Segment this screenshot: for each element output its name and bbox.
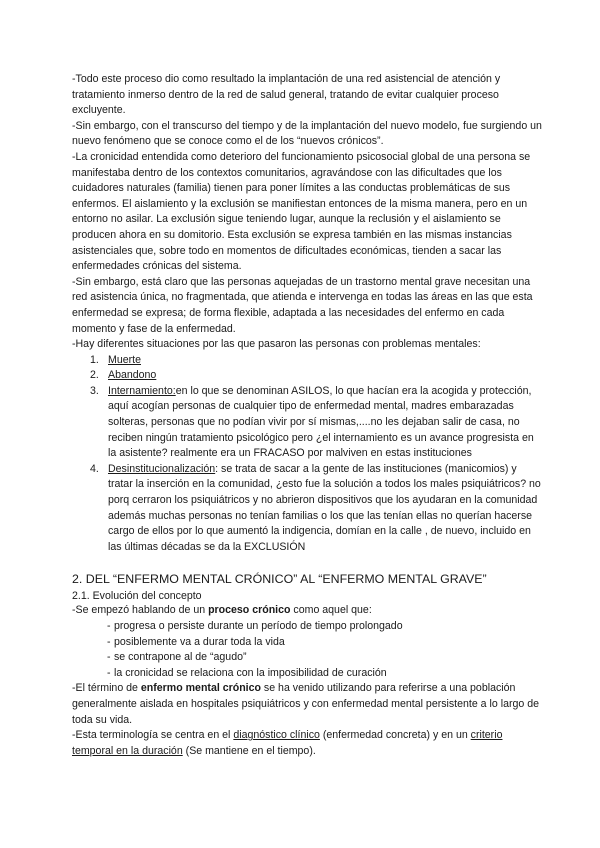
list-item — [72, 462, 542, 556]
paragraph-terminologia — [72, 728, 542, 759]
subsection-heading: 2.1. Evolución del concepto — [72, 590, 202, 603]
list-number: 2. — [90, 369, 99, 382]
list-item — [72, 368, 542, 384]
text-run: como aquel que: — [290, 604, 372, 617]
paragraph-situaciones-intro: -Hay diferentes situaciones por las que pasaron las personas con problemas mentales: — [72, 338, 481, 351]
list-item: - la cronicidad se relaciona con la imposibilidad de curación — [72, 666, 542, 682]
list-text: : se trata de sacar a la gente de las instituciones (manicomios) y tratar la inserción en la comunidad, ¿esto fue la solución a todos los males psiquiátricos? no porq cerraron los psiquiátricos y no abrieron dispositivos que los ayudaran en la comunidad además muchas personas no tenían familias o los que las tenían ellas no querían hacerse cargo de ellos por lo que aumentó la indigencia, domían en la calle , de nuevo, incluido en las últimas décadas se da la EXCLUSIÓN — [108, 462, 541, 553]
text-run: se ha venido utilizando para referirse a una población generalmente aislada en hospitales psiquiátricos y con enfermedad mental persistente a lo largo de toda su vida. — [72, 682, 539, 726]
list-term: Desinstitucionalización — [108, 462, 216, 475]
text-run: -Se empezó hablando de un — [72, 604, 209, 617]
paragraph-cronicidad: -La cronicidad entendida como deterioro del funcionamiento psicosocial global de una persona se manifestaba dentro de los contextos comunitarios, agravándose con las dificultades que los cuidadores naturales (familia) tienen para poner límites a las conductas problemáticas de sus enfermos. El aislamiento y la exclusión se manifiestan entonces de la misma manera, pero en un entorno no asilar. La exclusión sigue teniendo lugar, aunque la reclusión y el aislamiento se producen ahora en su domitorio. Esta exclusión se expresa también en las mismas instancias asistenciales que, sobre todo en momentos de dificultades económicas, tienden a sacar las enfermedades crónicas del sistema. — [72, 150, 531, 273]
list-number: 4. — [90, 462, 99, 475]
list-term: Internamiento: — [108, 384, 176, 397]
list-number: 1. — [90, 353, 99, 366]
paragraph-proceso-cronico — [72, 603, 542, 619]
paragraph-enfermo-mental-cronico — [72, 681, 542, 728]
list-item: - posiblemente va a durar toda la vida — [72, 635, 542, 651]
section-heading: 2. DEL “ENFERMO MENTAL CRÓNICO” AL “ENFERMO MENTAL GRAVE” — [72, 572, 487, 587]
text-run: -El término de — [72, 682, 141, 695]
bold-term: enfermo mental crónico — [140, 682, 261, 695]
list-item — [72, 353, 542, 369]
list-number: 3. — [90, 384, 99, 397]
paragraph-red-unica: -Sin embargo, está claro que las personas aquejadas de un trastorno mental grave necesitan una red asistencia única, no fragmentada, que atienda e intervenga en todas las áreas en las que esta enfermedad se expresa; de forma flexible, adaptada a las necesidades del enfermo en cada momento y fase de la enfermedad. — [72, 275, 533, 335]
bold-term: proceso crónico — [208, 604, 291, 617]
underlined-term: criterio temporal en la duración — [72, 729, 503, 757]
list-item — [72, 384, 542, 462]
text-run: (enfermedad concreta) y en un — [319, 729, 471, 742]
text-run: (Se mantiene en el tiempo). — [182, 744, 316, 757]
list-term: Abandono — [108, 369, 157, 382]
text-run: -Esta terminología se centra en el — [72, 729, 234, 742]
paragraph-nuevos-cronicos: -Sin embargo, con el transcurso del tiempo y de la implantación del nuevo modelo, fue surgiendo un nuevo fenómeno que se conoce como el de los “nuevos crónicos”. — [72, 119, 542, 148]
underlined-term: diagnóstico clínico — [233, 729, 320, 742]
list-item: - se contrapone al de “agudo” — [72, 650, 542, 666]
list-term: Muerte — [108, 353, 141, 366]
list-item: - progresa o persiste durante un período de tiempo prolongado — [72, 619, 542, 635]
document-body — [72, 72, 542, 759]
situations-list — [72, 353, 542, 556]
paragraph-red-asistencial: -Todo este proceso dio como resultado la implantación de una red asistencial de atención y tratamiento inmerso dentro de la red de salud general, tratando de evitar cualquier proceso excluyente. — [72, 73, 501, 117]
list-text: en lo que se denominan ASILOS, lo que hacían era la acogida y protección, aquí acogían personas de cualquier tipo de enfermedad mental, madres embarazadas solteras, personas que no podían vivir por sí mismas,....no les dejaban salir de casa, no reciben ningún tratamiento psicológico pero ¿el internamiento es un avance progresista en la asistente? realmente era un FRACASO por malviven en estas instituciones — [108, 384, 534, 460]
chronic-points-list — [72, 619, 542, 681]
